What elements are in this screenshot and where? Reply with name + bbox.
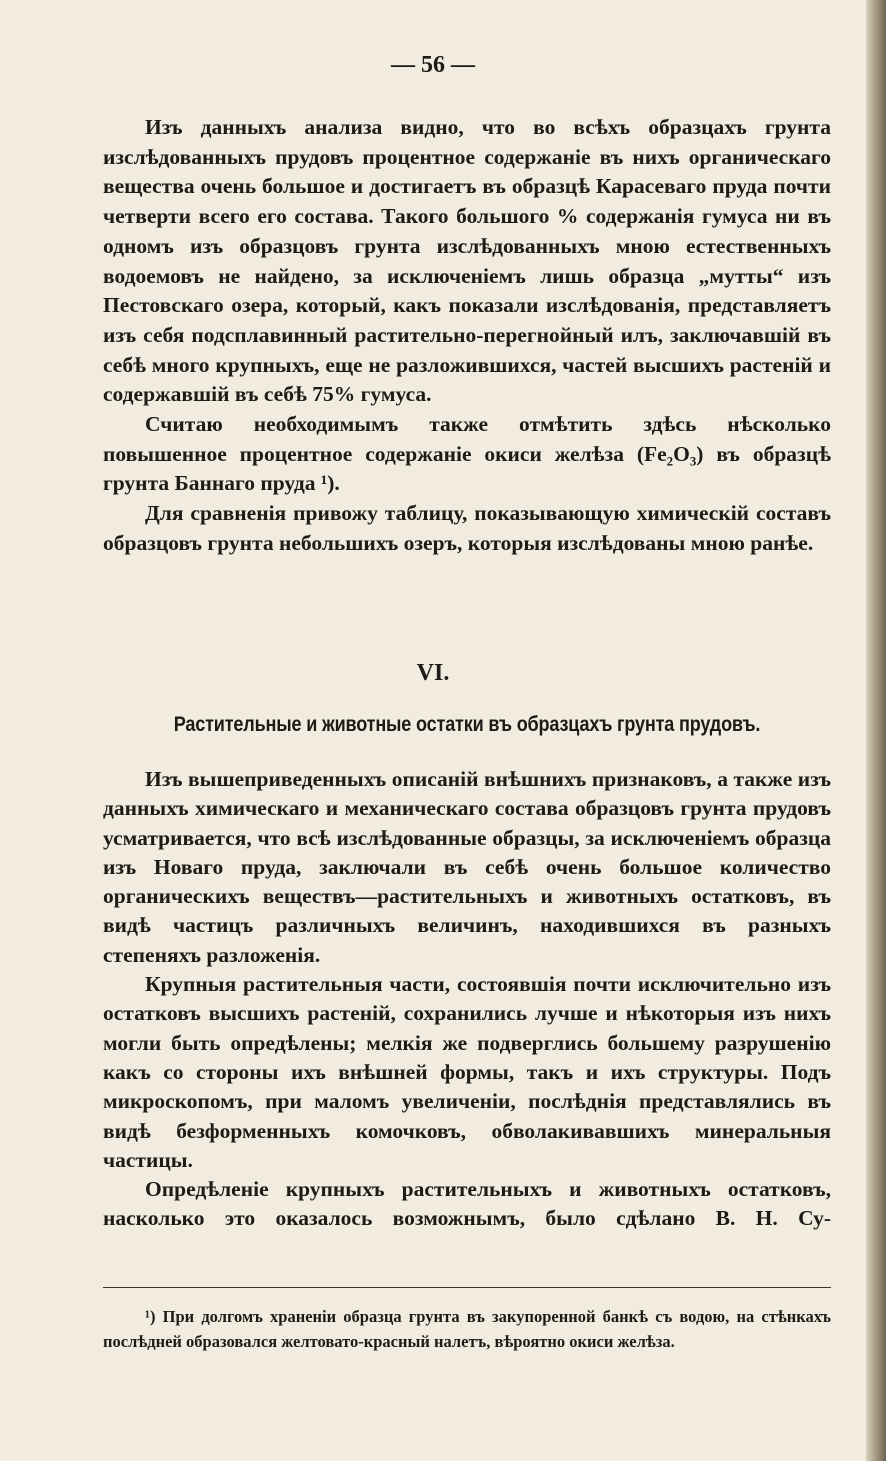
section-title: Растительные и животные остатки въ образцахъ грунта прудовъ. [173,713,761,736]
paragraph: Для сравненія привожу таблицу, показывающую химическій составъ образцовъ грунта небольшихъ озеръ, которыя изслѣдованы мною ранѣе. [103,501,831,555]
page-number: — 56 — [391,52,475,78]
footnote [103,1304,831,1354]
section-number: VI. [416,660,450,686]
footnote-rule [103,1287,831,1288]
paragraph: Опредѣленіе крупныхъ растительныхъ и животныхъ остатковъ, насколько это оказалось возможнымъ, было сдѣлано В. Н. Су- [103,1177,831,1231]
paragraph: Крупныя растительныя части, состоявшія почти исключительно изъ остатковъ высшихъ растеній, сохранились лучше и нѣкоторыя изъ нихъ могли быть опредѣлены; мелкія же подверглись большему разрушенію какъ со стороны ихъ внѣшней формы, такъ и ихъ структуры. Подъ микроскопомъ, при маломъ увеличеніи, послѣднія представлялись въ видѣ безформенныхъ комочковъ, обволакивавшихъ минеральныя частицы. [103,972,831,1172]
body-text-top [103,113,831,559]
page-binding-edge [866,0,886,1461]
footnote-text: ¹) При долгомъ храненіи образца грунта въ закупоренной банкѣ съ водою, на стѣнкахъ послѣдней образовался желтовато-красный налетъ, вѣроятно окиси желѣза. [103,1307,831,1351]
paragraph: Изъ данныхъ анализа видно, что во всѣхъ образцахъ грунта изслѣдованныхъ прудовъ процентное содержаніе въ нихъ органическаго вещества очень большое и достигаетъ въ образцѣ Карасеваго пруда почти четверти всего его состава. Такого большого % содержанія гумуса ни въ одномъ изъ образцовъ грунта изслѣдованныхъ мною естественныхъ водоемовъ не найдено, за исключеніемъ лишь образца „мутты“ изъ Пестовскаго озера, который, какъ показали изслѣдованія, представляетъ изъ себя подсплавинный растительно-перегнойный илъ, заключавшій въ себѣ много крупныхъ, еще не разложившихся, частей высшихъ растеній и содержавшій въ себѣ 75% гумуса. [103,115,831,407]
paragraph: Считаю необходимымъ также отмѣтить здѣсь нѣсколько повышенное процентное содержаніе окиси желѣза (Fe₂O₃) въ образцѣ грунта Баннаго пруда ¹). [103,412,831,496]
paragraph: Изъ вышеприведенныхъ описаній внѣшнихъ признаковъ, а также изъ данныхъ химическаго и механическаго состава образцовъ грунта прудовъ усматривается, что всѣ изслѣдованные образцы, за исключеніемъ образца изъ Новаго пруда, заключали въ себѣ очень большое количество органическихъ веществъ—растительныхъ и животныхъ остатковъ, въ видѣ частицъ различныхъ величинъ, находившихся въ разныхъ степеняхъ разложенія. [103,767,831,967]
body-text-bottom [103,765,831,1234]
